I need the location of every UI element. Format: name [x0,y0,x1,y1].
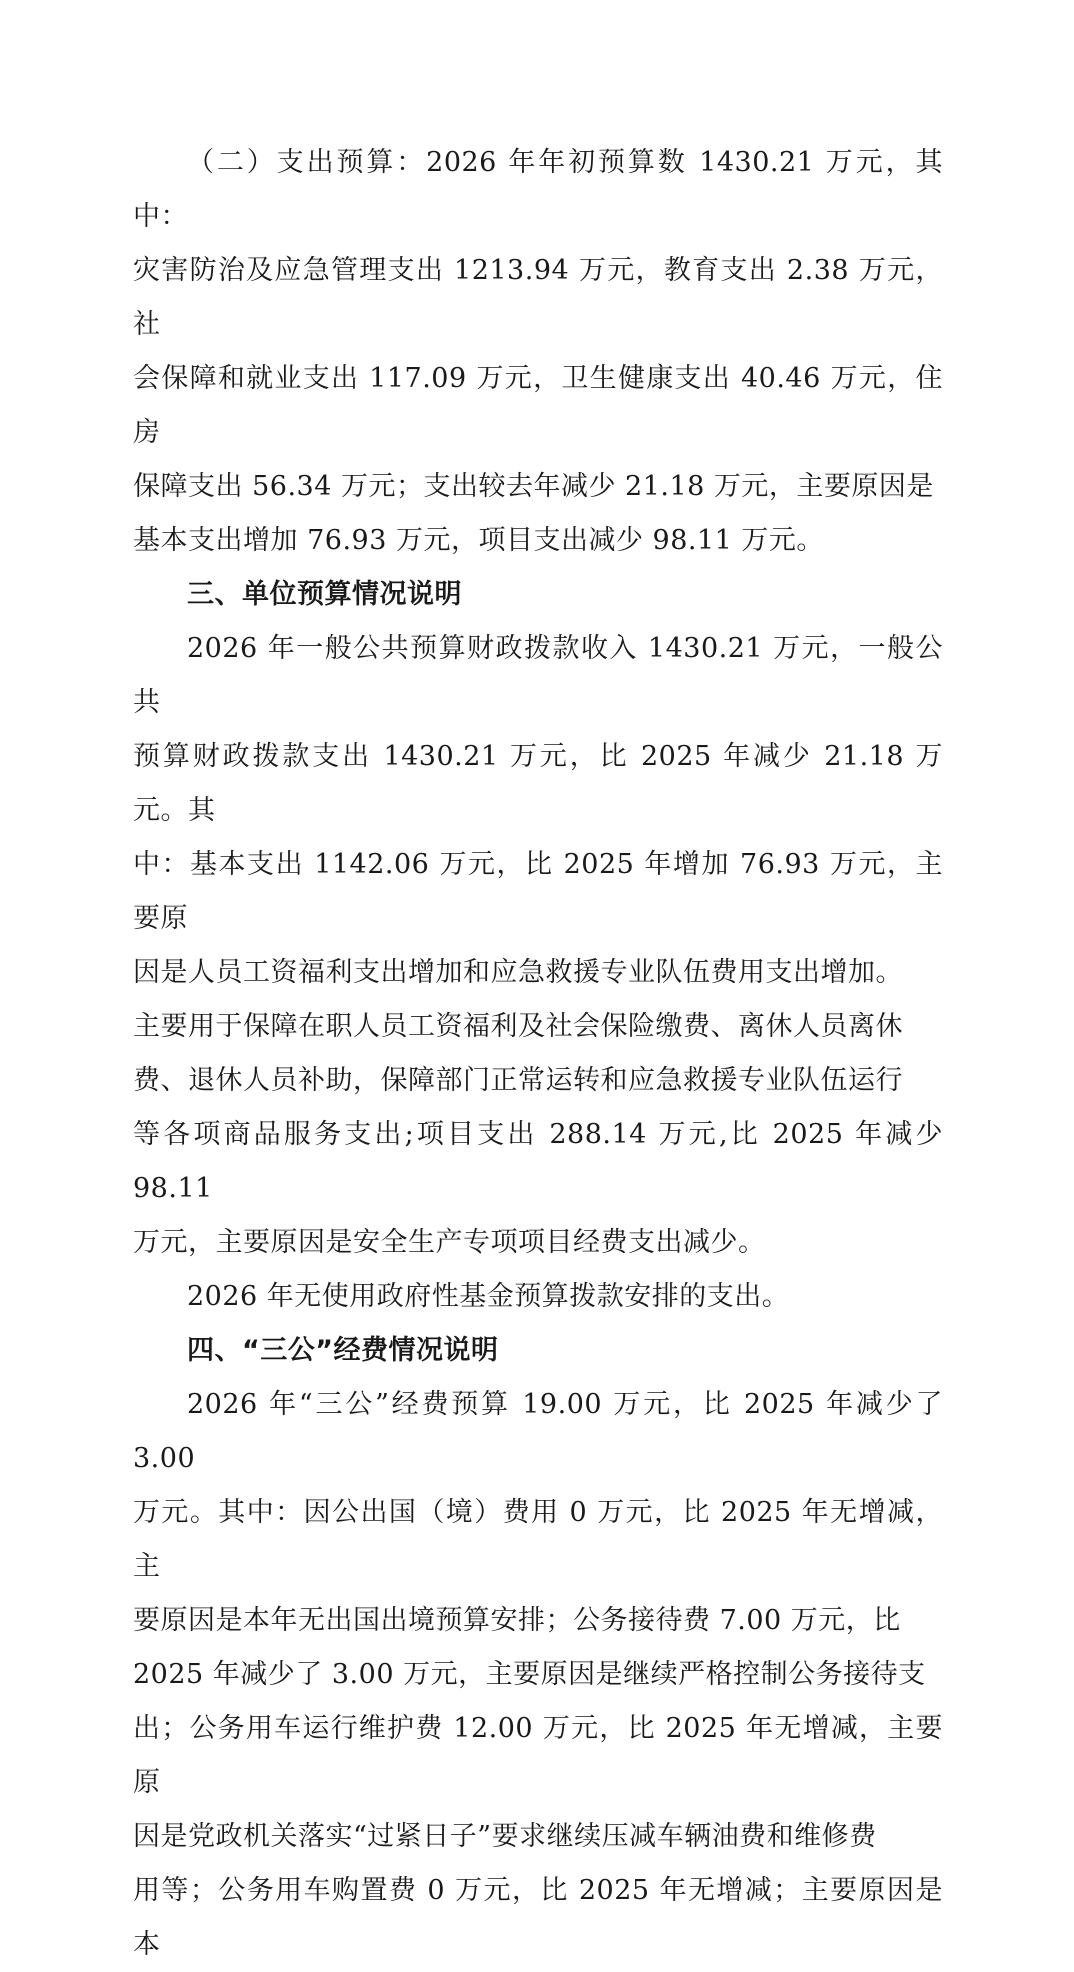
paragraph-general-public-budget: 2026 年一般公共预算财政拨款收入 1430.21 万元，一般公共 预算财政拨款支出 1430.21 万元，比 2025 年减少 21.18 万元。其 中：基本支出 1142.06 万元，比 2025 年增加 76.93 万元，主要原 因是人员工资福利支出增加和应急救援专业队伍费用支出增加。 主要用于保障在职人员工资福利及社会保险缴费、离休人员离休 费、退休人员补助，保障部门正常运转和应急救援专业队伍运行 等各项商品服务支出;项目支出 288.14 万元,比 2025 年减少 98.11 万元，主要原因是安全生产专项项目经费支出减少。 [133,633,943,1258]
paragraph-expenditure-budget: （二）支出预算：2026 年年初预算数 1430.21 万元，其中： 灾害防治及应急管理支出 1213.94 万元，教育支出 2.38 万元，社 会保障和就业支出 117.09 万元，卫生健康支出 40.46 万元，住房 保障支出 56.34 万元；支出较去年减少 21.18 万元，主要原因是 基本支出增加 76.93 万元，项目支出减少 98.11 万元。 [133,147,943,556]
paragraph-government-fund: 2026 年无使用政府性基金预算拨款安排的支出。 [187,1281,790,1312]
section-heading-unit-budget: 三、单位预算情况说明 [187,579,462,610]
document-body [133,136,943,1972]
section-heading-three-public-expenses: 四、“三公”经费情况说明 [187,1335,499,1366]
paragraph-three-public-expenses: 2026 年“三公”经费预算 19.00 万元，比 2025 年减少了 3.00 万元。其中：因公出国（境）费用 0 万元，比 2025 年无增减，主 要原因是本年无出国出境预算安排；公务接待费 7.00 万元，比 2025 年减少了 3.00 万元，主要原因是继续严格控制公务接待支 出；公务用车运行维护费 12.00 万元，比 2025 年无增减，主要原 因是党政机关落实“过紧日子”要求继续压减车辆油费和维修费 用等；公务用车购置费 0 万元，比 2025 年无增减；主要原因是本 [133,1389,943,1960]
